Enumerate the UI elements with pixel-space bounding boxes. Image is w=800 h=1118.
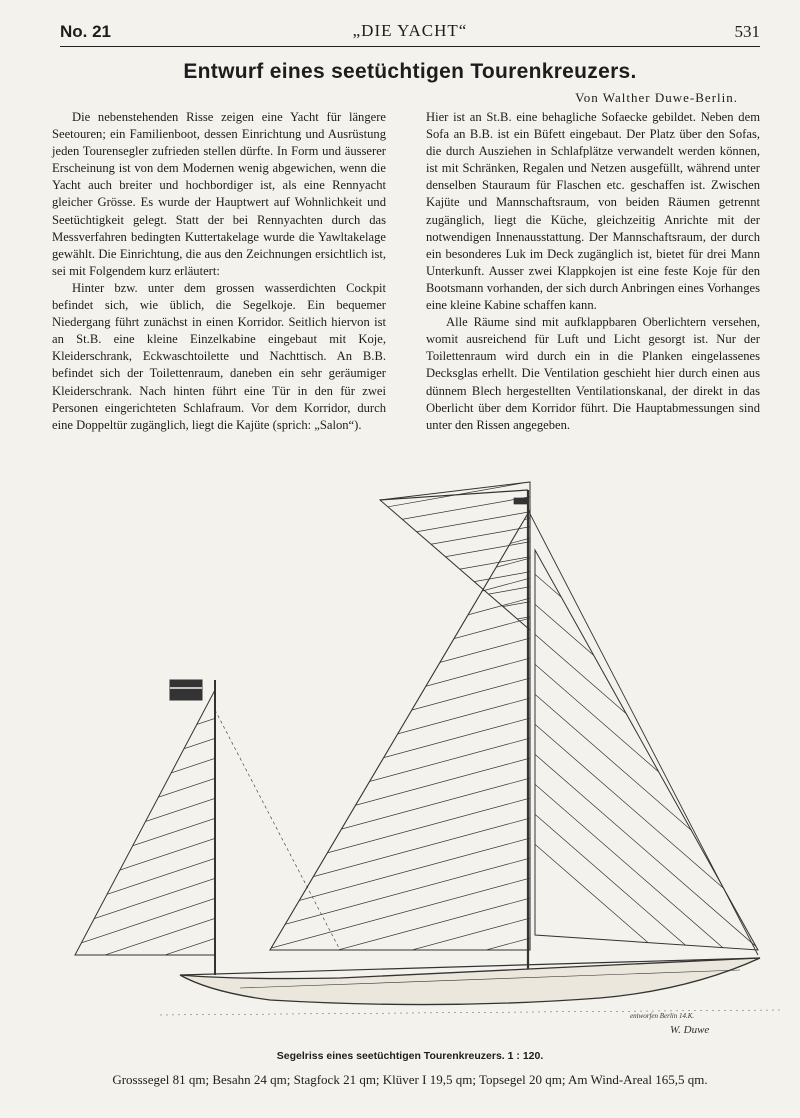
paragraph: Hier ist an St.B. eine behagliche Sofaecke gebildet. Neben dem Sofa an B.B. ist ein Büfett eingebaut. Der Platz über den Sofas, die durch Ausziehen in Schlafplätze verwandelt werden können, ist mit Schränken, Regalen und Netzen ausgefüllt, während unter denselben Stauraum für Flaschen etc. geschaffen ist. Zwischen Kajüte und Mannschaftsraum, von beiden Räumen getrennt zugänglich, liegt die Küche, gleichzeitig Anrichte mit der notwendigen Innenausstattung. Der Mannschaftsraum, der durch ein besonderes Luk im Deck zugänglich ist, bietet für drei Mann Unterkunft. Ausser zwei Klappkojen ist eine feste Koje für den Bootsmann vorhanden, der sich durch Anbringen eines Vorhanges eine kleine Kabine schaffen kann. <box>426 110 760 313</box>
mainsail-outline <box>270 510 530 950</box>
sail-area-list: Grosssegel 81 qm; Besahn 24 qm; Stagfock 21 qm; Klüver I 19,5 qm; Topsegel 20 qm; Am Wind-Areal 165,5 qm. <box>112 1072 708 1087</box>
figure-caption: Segelriss eines seetüchtigen Tourenkreuzers. 1 : 120. <box>276 1050 544 1062</box>
mizzen-stay <box>215 710 340 950</box>
burgee-flag <box>514 498 528 504</box>
sail-plan-drawing <box>40 470 780 1050</box>
drawing-inscription: entworfen Berlin 14.K. <box>630 1012 695 1020</box>
paragraph: Alle Räume sind mit aufklappbaren Oberlichtern versehen, womit ausreichend für Luft und Licht gesorgt ist. Nur der Toilettenraum wird durch ein in die Planken eingelassenes Decksglas erhellt. Die Ventilation geschieht hier durch einen aus dünnem Blech hergestellten Ventilationskanal, der direkt in das Oberlicht über dem Korridor führt. Die Hauptabmessungen sind unter den Rissen angegeben. <box>426 315 760 432</box>
forestay <box>528 510 758 955</box>
article-byline: Von Walther Duwe-Berlin. <box>575 90 738 105</box>
text-column-left <box>52 109 386 434</box>
hull <box>180 958 760 1005</box>
mizzen-outline <box>75 690 215 955</box>
article-title: Entwurf eines seetüchtigen Tourenkreuzers. <box>183 60 637 83</box>
running-header <box>60 18 760 47</box>
paragraph: Die nebenstehenden Risse zeigen eine Yacht für längere Seetouren; ein Familienboot, dessen Einrichtung und Ausrüstung jeden Tourensegler zufrieden stellen dürfte. In Form und äusserer Erscheinung ist von dem Modernen wenig abgewichen, wenn die Yacht auch breiter und hochbordiger ist, als eine Rennyacht gleicher Grösse. Es wurde der Hauptwert auf Wohnlichkeit und Seetüchtigkeit gelegt. Statt der bei Rennyachten durch das Messverfahren bedingten Kuttertakelage wurde die Yawltakelage gewählt. Die Einrichtung, die aus den Zeichnungen ersichtlich ist, sei mit Folgendem kurz erläutert: <box>52 110 386 278</box>
mizzen-hatching <box>60 710 240 990</box>
text-column-right <box>426 109 760 434</box>
journal-title: „DIE YACHT“ <box>352 21 468 40</box>
issue-number: No. 21 <box>60 22 112 41</box>
paragraph: Hinter bzw. unter dem grossen wasserdichten Cockpit befindet sich, wie üblich, die Segelkoje. Ein bequemer Niedergang führt zunächst in einen Korridor. Seitlich hiervon ist an St.B. eine kleine Einzelkabine eingebaut mit Koje, Kleiderschrank, Eckwaschtoilette und Nachttisch. An B.B. befindet sich der Toilettenraum, daneben ein sehr geräumiger Kleiderschrank. Nach hinten führt eine Tür in den für zwei Personen eingerichteten Schlafraum. Vor dem Korridor, durch eine Doppeltür zugänglich, liegt die Kajüte (sprich: „Salon“). <box>52 280 386 432</box>
ensign-flag <box>170 680 202 700</box>
designer-signature: W. Duwe <box>670 1024 710 1036</box>
page-number: 531 <box>734 22 760 41</box>
